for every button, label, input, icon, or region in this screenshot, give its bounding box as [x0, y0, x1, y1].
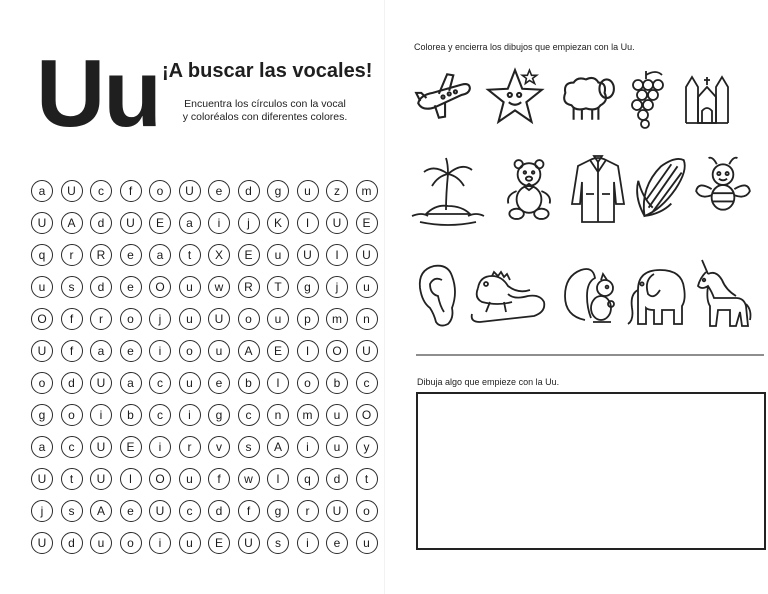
unicorn-icon[interactable] — [692, 256, 752, 330]
letter-circle[interactable]: r — [90, 308, 112, 330]
letter-circle[interactable]: n — [356, 308, 378, 330]
teddy-bear-icon[interactable] — [498, 158, 560, 220]
letter-circle[interactable]: o — [61, 404, 83, 426]
airplane-icon[interactable] — [412, 66, 474, 128]
letter-circle[interactable]: c — [149, 404, 171, 426]
letter-circle[interactable]: A — [61, 212, 83, 234]
letter-circle[interactable]: e — [208, 372, 230, 394]
letter-circle[interactable]: d — [61, 532, 83, 554]
letter-circle[interactable]: d — [238, 180, 260, 202]
letter-circle[interactable]: s — [238, 436, 260, 458]
letter-circle[interactable]: f — [120, 180, 142, 202]
letter-circle[interactable]: e — [120, 244, 142, 266]
letter-circle[interactable]: t — [179, 244, 201, 266]
letter-circle[interactable]: m — [326, 308, 348, 330]
letter-circle[interactable]: i — [149, 436, 171, 458]
letter-circle[interactable]: O — [31, 308, 53, 330]
letter-circle[interactable]: j — [149, 308, 171, 330]
letter-circle[interactable]: a — [31, 180, 53, 202]
letter-circle[interactable]: I — [297, 340, 319, 362]
letter-circle[interactable]: I — [326, 244, 348, 266]
letter-circle[interactable]: d — [61, 372, 83, 394]
letter-circle[interactable]: U — [90, 436, 112, 458]
letter-circle[interactable]: b — [120, 404, 142, 426]
ear-icon[interactable] — [412, 262, 462, 328]
letter-circle[interactable]: O — [149, 276, 171, 298]
letter-circle[interactable]: i — [149, 532, 171, 554]
letter-circle[interactable]: E — [238, 244, 260, 266]
letter-circle[interactable]: j — [238, 212, 260, 234]
letter-circle[interactable]: b — [238, 372, 260, 394]
letter-circle[interactable]: U — [31, 468, 53, 490]
big-letter-heading: Uu — [36, 40, 160, 147]
letter-circle[interactable]: o — [179, 340, 201, 362]
letter-circle[interactable]: s — [61, 500, 83, 522]
letter-circle[interactable]: u — [179, 468, 201, 490]
letter-circle[interactable]: U — [31, 340, 53, 362]
star-icon[interactable] — [484, 66, 546, 128]
letter-circle[interactable]: g — [31, 404, 53, 426]
letter-circle[interactable]: e — [120, 276, 142, 298]
letter-circle[interactable]: m — [356, 180, 378, 202]
letter-circle[interactable]: d — [90, 276, 112, 298]
letter-circle[interactable]: U — [356, 244, 378, 266]
letter-circle[interactable]: c — [61, 436, 83, 458]
letter-circle[interactable]: c — [356, 372, 378, 394]
letter-circle[interactable]: o — [297, 372, 319, 394]
letter-circle[interactable]: u — [267, 244, 289, 266]
letter-circle[interactable]: U — [297, 244, 319, 266]
letter-circle[interactable]: f — [208, 468, 230, 490]
letter-circle[interactable]: l — [120, 468, 142, 490]
letter-circle[interactable]: o — [120, 308, 142, 330]
letter-circle[interactable]: c — [238, 404, 260, 426]
instructions-color-pictures: Colorea y encierra los dibujos que empiezan con la Uu. — [414, 42, 635, 52]
letter-circle[interactable]: R — [90, 244, 112, 266]
letter-circle[interactable]: o — [356, 500, 378, 522]
letter-circle[interactable]: E — [120, 436, 142, 458]
pictures-area — [412, 66, 752, 336]
letter-circle[interactable]: s — [61, 276, 83, 298]
sheep-icon[interactable] — [555, 66, 617, 128]
letter-circle[interactable]: U — [31, 532, 53, 554]
letter-circle[interactable]: p — [297, 308, 319, 330]
letter-circle[interactable]: i — [208, 212, 230, 234]
letter-circle[interactable]: f — [61, 308, 83, 330]
letter-circle[interactable]: i — [149, 340, 171, 362]
letter-circle[interactable]: A — [267, 436, 289, 458]
letter-circle[interactable]: w — [238, 468, 260, 490]
letter-circle[interactable]: i — [90, 404, 112, 426]
letter-circle[interactable]: t — [61, 468, 83, 490]
instructions-draw: Dibuja algo que empieze con la Uu. — [417, 377, 560, 387]
letter-circle[interactable]: a — [120, 372, 142, 394]
letter-circle[interactable]: b — [326, 372, 348, 394]
letter-circle[interactable]: U — [238, 532, 260, 554]
letter-circle[interactable]: T — [267, 276, 289, 298]
letter-circle[interactable]: u — [356, 276, 378, 298]
letter-circle[interactable]: g — [297, 276, 319, 298]
letter-circle[interactable]: U — [326, 500, 348, 522]
letter-circle[interactable]: s — [267, 532, 289, 554]
drawing-box[interactable] — [416, 392, 766, 550]
letter-circle[interactable]: y — [356, 436, 378, 458]
letter-circle[interactable]: c — [149, 372, 171, 394]
bee-icon[interactable] — [692, 156, 754, 218]
letter-circle[interactable]: c — [179, 500, 201, 522]
letter-circle[interactable]: o — [120, 532, 142, 554]
letter-circle[interactable]: u — [179, 276, 201, 298]
letter-circle[interactable]: U — [120, 212, 142, 234]
letter-circle[interactable]: E — [208, 532, 230, 554]
letter-circle[interactable]: U — [90, 468, 112, 490]
instruction-line: Encuentra los círculos con la vocal — [184, 98, 346, 110]
letter-circle[interactable]: o — [149, 180, 171, 202]
letter-circle[interactable]: e — [120, 340, 142, 362]
letter-circle[interactable]: i — [297, 532, 319, 554]
letter-circle[interactable]: u — [326, 404, 348, 426]
letter-circle[interactable]: U — [31, 212, 53, 234]
letter-circle[interactable]: U — [90, 372, 112, 394]
letter-circle[interactable]: a — [90, 340, 112, 362]
uniform-icon[interactable] — [567, 154, 629, 226]
letter-circle[interactable]: u — [31, 276, 53, 298]
letter-circle[interactable]: q — [297, 468, 319, 490]
letter-circle[interactable]: u — [179, 372, 201, 394]
letter-circle[interactable]: f — [61, 340, 83, 362]
letter-circle[interactable]: e — [208, 180, 230, 202]
letter-circle[interactable]: o — [31, 372, 53, 394]
letter-circle[interactable]: a — [149, 244, 171, 266]
corn-icon[interactable] — [630, 156, 692, 218]
letter-circle[interactable]: z — [326, 180, 348, 202]
letter-circle[interactable]: f — [238, 500, 260, 522]
letter-circle[interactable]: d — [208, 500, 230, 522]
letter-circle[interactable]: U — [149, 500, 171, 522]
letter-circle[interactable]: j — [31, 500, 53, 522]
letter-circle[interactable]: u — [179, 532, 201, 554]
letter-circle[interactable]: i — [179, 404, 201, 426]
letter-circle[interactable]: u — [267, 308, 289, 330]
iguana-icon[interactable] — [468, 264, 548, 328]
letter-circle[interactable]: r — [61, 244, 83, 266]
letter-circle[interactable]: q — [31, 244, 53, 266]
letter-circle[interactable]: l — [267, 372, 289, 394]
letter-circle[interactable]: e — [326, 532, 348, 554]
palm-island-icon[interactable] — [412, 154, 484, 226]
section-divider — [416, 354, 764, 356]
instructions-left — [172, 98, 358, 124]
letter-circle[interactable]: t — [356, 468, 378, 490]
letter-circle[interactable]: U — [326, 212, 348, 234]
letter-circle[interactable]: l — [267, 468, 289, 490]
elephant-icon[interactable] — [624, 260, 696, 330]
letter-circle[interactable]: r — [297, 500, 319, 522]
right-page — [384, 0, 768, 594]
letter-circle[interactable]: g — [267, 500, 289, 522]
letter-circle[interactable]: A — [238, 340, 260, 362]
letter-circle[interactable]: O — [356, 404, 378, 426]
letter-circle[interactable]: g — [267, 180, 289, 202]
letter-circle[interactable]: X — [208, 244, 230, 266]
letter-circle[interactable]: c — [90, 180, 112, 202]
letter-circle[interactable]: I — [297, 212, 319, 234]
letter-circle[interactable]: w — [208, 276, 230, 298]
letter-circle[interactable]: O — [326, 340, 348, 362]
letter-circle[interactable]: u — [208, 340, 230, 362]
letter-circle[interactable]: m — [297, 404, 319, 426]
letter-circle[interactable]: i — [297, 436, 319, 458]
letter-circle[interactable]: a — [179, 212, 201, 234]
letter-circle[interactable]: d — [90, 212, 112, 234]
letter-circle[interactable]: e — [120, 500, 142, 522]
letter-circle[interactable]: U — [61, 180, 83, 202]
letter-circle[interactable]: u — [326, 436, 348, 458]
squirrel-icon[interactable] — [560, 262, 622, 328]
church-icon[interactable] — [682, 66, 732, 128]
letter-circle[interactable]: U — [356, 340, 378, 362]
instruction-line: y coloréalos con diferentes colores. — [182, 111, 348, 123]
page-title: ¡A buscar las vocales! — [162, 60, 373, 82]
letter-circle[interactable]: A — [90, 500, 112, 522]
letter-circle[interactable]: K — [267, 212, 289, 234]
letter-circle[interactable]: O — [149, 468, 171, 490]
letter-circle[interactable]: u — [179, 308, 201, 330]
letter-circle[interactable]: g — [208, 404, 230, 426]
letter-circle[interactable]: o — [238, 308, 260, 330]
letter-circle[interactable]: R — [238, 276, 260, 298]
letter-circle[interactable]: U — [208, 308, 230, 330]
letter-circle[interactable]: u — [297, 180, 319, 202]
letter-circle[interactable]: r — [179, 436, 201, 458]
letter-circle[interactable]: E — [267, 340, 289, 362]
letter-circle[interactable]: U — [179, 180, 201, 202]
letter-circle[interactable]: n — [267, 404, 289, 426]
letter-circle[interactable]: j — [326, 276, 348, 298]
letter-circle[interactable]: u — [356, 532, 378, 554]
letter-circle[interactable]: E — [356, 212, 378, 234]
letter-circle[interactable]: a — [31, 436, 53, 458]
letter-circle[interactable]: u — [90, 532, 112, 554]
letter-circle[interactable]: E — [149, 212, 171, 234]
letter-circle[interactable]: d — [326, 468, 348, 490]
letter-circle[interactable]: v — [208, 436, 230, 458]
grapes-icon[interactable] — [622, 66, 672, 128]
